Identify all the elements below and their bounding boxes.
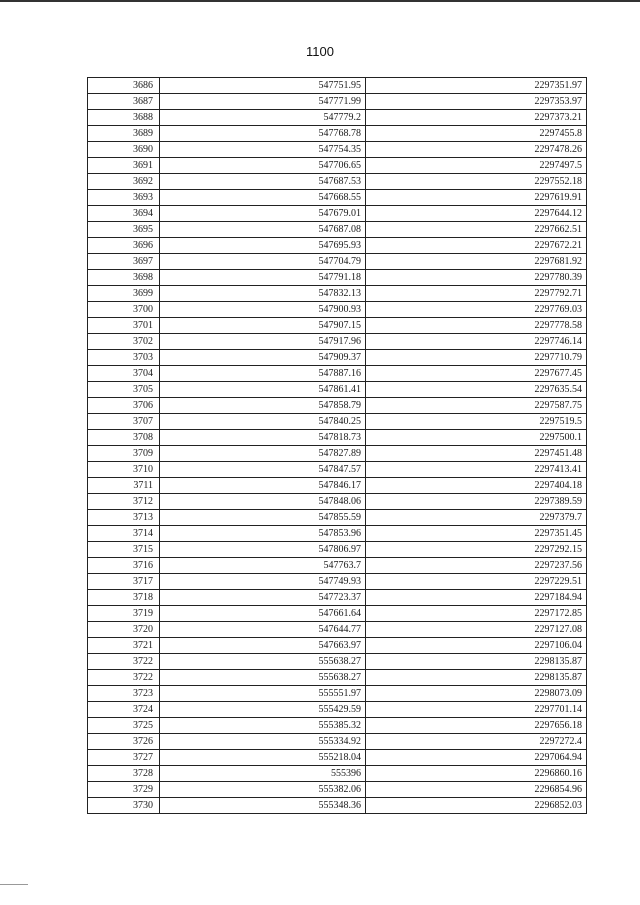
table-row [88, 622, 587, 638]
x-coordinate-cell: 547763.7 [160, 558, 366, 574]
point-id-cell: 3688 [88, 110, 160, 126]
y-coordinate-cell: 2296854.96 [366, 782, 587, 798]
point-id-cell: 3728 [88, 766, 160, 782]
point-id-cell: 3704 [88, 366, 160, 382]
point-id-cell: 3722 [88, 654, 160, 670]
point-id-cell: 3690 [88, 142, 160, 158]
x-coordinate-cell: 547858.79 [160, 398, 366, 414]
table-row [88, 190, 587, 206]
x-coordinate-cell: 547704.79 [160, 254, 366, 270]
y-coordinate-cell: 2297635.54 [366, 382, 587, 398]
x-coordinate-cell: 547832.13 [160, 286, 366, 302]
y-coordinate-cell: 2297229.51 [366, 574, 587, 590]
y-coordinate-cell: 2297500.1 [366, 430, 587, 446]
x-coordinate-cell: 547827.89 [160, 446, 366, 462]
x-coordinate-cell: 547861.41 [160, 382, 366, 398]
table-row [88, 526, 587, 542]
x-coordinate-cell: 547791.18 [160, 270, 366, 286]
point-id-cell: 3722 [88, 670, 160, 686]
x-coordinate-cell: 555385.32 [160, 718, 366, 734]
y-coordinate-cell: 2297413.41 [366, 462, 587, 478]
table-row [88, 718, 587, 734]
table-row [88, 398, 587, 414]
y-coordinate-cell: 2297587.75 [366, 398, 587, 414]
y-coordinate-cell: 2298073.09 [366, 686, 587, 702]
x-coordinate-cell: 555218.04 [160, 750, 366, 766]
x-coordinate-cell: 547661.64 [160, 606, 366, 622]
point-id-cell: 3721 [88, 638, 160, 654]
table-row [88, 222, 587, 238]
table-row [88, 270, 587, 286]
table-row [88, 142, 587, 158]
y-coordinate-cell: 2296860.16 [366, 766, 587, 782]
y-coordinate-cell: 2297746.14 [366, 334, 587, 350]
y-coordinate-cell: 2297497.5 [366, 158, 587, 174]
x-coordinate-cell: 547887.16 [160, 366, 366, 382]
y-coordinate-cell: 2297379.7 [366, 510, 587, 526]
x-coordinate-cell: 547907.15 [160, 318, 366, 334]
x-coordinate-cell: 555396 [160, 766, 366, 782]
point-id-cell: 3689 [88, 126, 160, 142]
point-id-cell: 3709 [88, 446, 160, 462]
x-coordinate-cell: 547840.25 [160, 414, 366, 430]
point-id-cell: 3730 [88, 798, 160, 814]
x-coordinate-cell: 555429.59 [160, 702, 366, 718]
x-coordinate-cell: 547723.37 [160, 590, 366, 606]
table-row [88, 158, 587, 174]
table-row [88, 510, 587, 526]
y-coordinate-cell: 2297373.21 [366, 110, 587, 126]
x-coordinate-cell: 547749.93 [160, 574, 366, 590]
x-coordinate-cell: 547806.97 [160, 542, 366, 558]
point-id-cell: 3729 [88, 782, 160, 798]
y-coordinate-cell: 2297519.5 [366, 414, 587, 430]
table-row [88, 494, 587, 510]
x-coordinate-cell: 555334.92 [160, 734, 366, 750]
point-id-cell: 3700 [88, 302, 160, 318]
x-coordinate-cell: 547768.78 [160, 126, 366, 142]
y-coordinate-cell: 2297064.94 [366, 750, 587, 766]
point-id-cell: 3691 [88, 158, 160, 174]
point-id-cell: 3712 [88, 494, 160, 510]
y-coordinate-cell: 2297292.15 [366, 542, 587, 558]
table-row [88, 174, 587, 190]
table-row [88, 206, 587, 222]
table-row [88, 430, 587, 446]
y-coordinate-cell: 2297672.21 [366, 238, 587, 254]
point-id-cell: 3720 [88, 622, 160, 638]
point-id-cell: 3723 [88, 686, 160, 702]
y-coordinate-cell: 2297451.48 [366, 446, 587, 462]
table-row [88, 798, 587, 814]
point-id-cell: 3715 [88, 542, 160, 558]
page-edge-mark [0, 884, 28, 885]
table-row [88, 542, 587, 558]
point-id-cell: 3703 [88, 350, 160, 366]
point-id-cell: 3713 [88, 510, 160, 526]
y-coordinate-cell: 2297662.51 [366, 222, 587, 238]
x-coordinate-cell: 547679.01 [160, 206, 366, 222]
table-row [88, 110, 587, 126]
table-row [88, 78, 587, 94]
point-id-cell: 3696 [88, 238, 160, 254]
y-coordinate-cell: 2297404.18 [366, 478, 587, 494]
y-coordinate-cell: 2297656.18 [366, 718, 587, 734]
point-id-cell: 3726 [88, 734, 160, 750]
x-coordinate-cell: 555551.97 [160, 686, 366, 702]
x-coordinate-cell: 555638.27 [160, 670, 366, 686]
table-row [88, 654, 587, 670]
point-id-cell: 3707 [88, 414, 160, 430]
coordinates-table [87, 77, 587, 814]
x-coordinate-cell: 547855.59 [160, 510, 366, 526]
y-coordinate-cell: 2297478.26 [366, 142, 587, 158]
x-coordinate-cell: 547706.65 [160, 158, 366, 174]
coordinates-table-body [88, 78, 587, 814]
table-row [88, 750, 587, 766]
x-coordinate-cell: 547687.53 [160, 174, 366, 190]
y-coordinate-cell: 2297619.91 [366, 190, 587, 206]
page-number: 1100 [306, 44, 334, 59]
x-coordinate-cell: 555348.36 [160, 798, 366, 814]
point-id-cell: 3693 [88, 190, 160, 206]
y-coordinate-cell: 2297237.56 [366, 558, 587, 574]
point-id-cell: 3701 [88, 318, 160, 334]
table-row [88, 126, 587, 142]
y-coordinate-cell: 2297351.45 [366, 526, 587, 542]
top-border-rule [0, 0, 640, 2]
point-id-cell: 3711 [88, 478, 160, 494]
table-row [88, 382, 587, 398]
x-coordinate-cell: 547900.93 [160, 302, 366, 318]
table-row [88, 606, 587, 622]
y-coordinate-cell: 2297769.03 [366, 302, 587, 318]
y-coordinate-cell: 2297351.97 [366, 78, 587, 94]
y-coordinate-cell: 2296852.03 [366, 798, 587, 814]
y-coordinate-cell: 2297184.94 [366, 590, 587, 606]
y-coordinate-cell: 2297106.04 [366, 638, 587, 654]
point-id-cell: 3714 [88, 526, 160, 542]
point-id-cell: 3687 [88, 94, 160, 110]
table-row [88, 702, 587, 718]
x-coordinate-cell: 547695.93 [160, 238, 366, 254]
table-row [88, 302, 587, 318]
point-id-cell: 3708 [88, 430, 160, 446]
x-coordinate-cell: 547818.73 [160, 430, 366, 446]
point-id-cell: 3698 [88, 270, 160, 286]
table-row [88, 590, 587, 606]
x-coordinate-cell: 547853.96 [160, 526, 366, 542]
point-id-cell: 3692 [88, 174, 160, 190]
x-coordinate-cell: 547848.06 [160, 494, 366, 510]
y-coordinate-cell: 2297710.79 [366, 350, 587, 366]
y-coordinate-cell: 2297780.39 [366, 270, 587, 286]
point-id-cell: 3716 [88, 558, 160, 574]
y-coordinate-cell: 2297677.45 [366, 366, 587, 382]
y-coordinate-cell: 2297172.85 [366, 606, 587, 622]
y-coordinate-cell: 2297127.08 [366, 622, 587, 638]
x-coordinate-cell: 547668.55 [160, 190, 366, 206]
point-id-cell: 3686 [88, 78, 160, 94]
point-id-cell: 3719 [88, 606, 160, 622]
x-coordinate-cell: 547779.2 [160, 110, 366, 126]
x-coordinate-cell: 547847.57 [160, 462, 366, 478]
table-row [88, 574, 587, 590]
y-coordinate-cell: 2298135.87 [366, 654, 587, 670]
y-coordinate-cell: 2297389.59 [366, 494, 587, 510]
point-id-cell: 3724 [88, 702, 160, 718]
x-coordinate-cell: 547663.97 [160, 638, 366, 654]
x-coordinate-cell: 547754.35 [160, 142, 366, 158]
x-coordinate-cell: 547771.99 [160, 94, 366, 110]
x-coordinate-cell: 555638.27 [160, 654, 366, 670]
table-row [88, 286, 587, 302]
table-row [88, 478, 587, 494]
table-row [88, 782, 587, 798]
y-coordinate-cell: 2297701.14 [366, 702, 587, 718]
point-id-cell: 3727 [88, 750, 160, 766]
y-coordinate-cell: 2298135.87 [366, 670, 587, 686]
y-coordinate-cell: 2297272.4 [366, 734, 587, 750]
point-id-cell: 3718 [88, 590, 160, 606]
table-row [88, 734, 587, 750]
point-id-cell: 3706 [88, 398, 160, 414]
point-id-cell: 3694 [88, 206, 160, 222]
point-id-cell: 3725 [88, 718, 160, 734]
x-coordinate-cell: 547846.17 [160, 478, 366, 494]
y-coordinate-cell: 2297778.58 [366, 318, 587, 334]
x-coordinate-cell: 547687.08 [160, 222, 366, 238]
table-row [88, 462, 587, 478]
table-row [88, 366, 587, 382]
x-coordinate-cell: 547644.77 [160, 622, 366, 638]
point-id-cell: 3705 [88, 382, 160, 398]
table-row [88, 638, 587, 654]
table-row [88, 558, 587, 574]
table-row [88, 94, 587, 110]
y-coordinate-cell: 2297644.12 [366, 206, 587, 222]
point-id-cell: 3702 [88, 334, 160, 350]
table-row [88, 766, 587, 782]
table-row [88, 254, 587, 270]
y-coordinate-cell: 2297681.92 [366, 254, 587, 270]
table-row [88, 334, 587, 350]
table-row [88, 446, 587, 462]
table-row [88, 686, 587, 702]
table-row [88, 318, 587, 334]
point-id-cell: 3699 [88, 286, 160, 302]
x-coordinate-cell: 547917.96 [160, 334, 366, 350]
point-id-cell: 3710 [88, 462, 160, 478]
point-id-cell: 3697 [88, 254, 160, 270]
point-id-cell: 3717 [88, 574, 160, 590]
y-coordinate-cell: 2297792.71 [366, 286, 587, 302]
table-row [88, 350, 587, 366]
x-coordinate-cell: 547751.95 [160, 78, 366, 94]
y-coordinate-cell: 2297455.8 [366, 126, 587, 142]
x-coordinate-cell: 555382.06 [160, 782, 366, 798]
y-coordinate-cell: 2297353.97 [366, 94, 587, 110]
x-coordinate-cell: 547909.37 [160, 350, 366, 366]
table-row [88, 414, 587, 430]
table-row [88, 670, 587, 686]
table-row [88, 238, 587, 254]
point-id-cell: 3695 [88, 222, 160, 238]
y-coordinate-cell: 2297552.18 [366, 174, 587, 190]
